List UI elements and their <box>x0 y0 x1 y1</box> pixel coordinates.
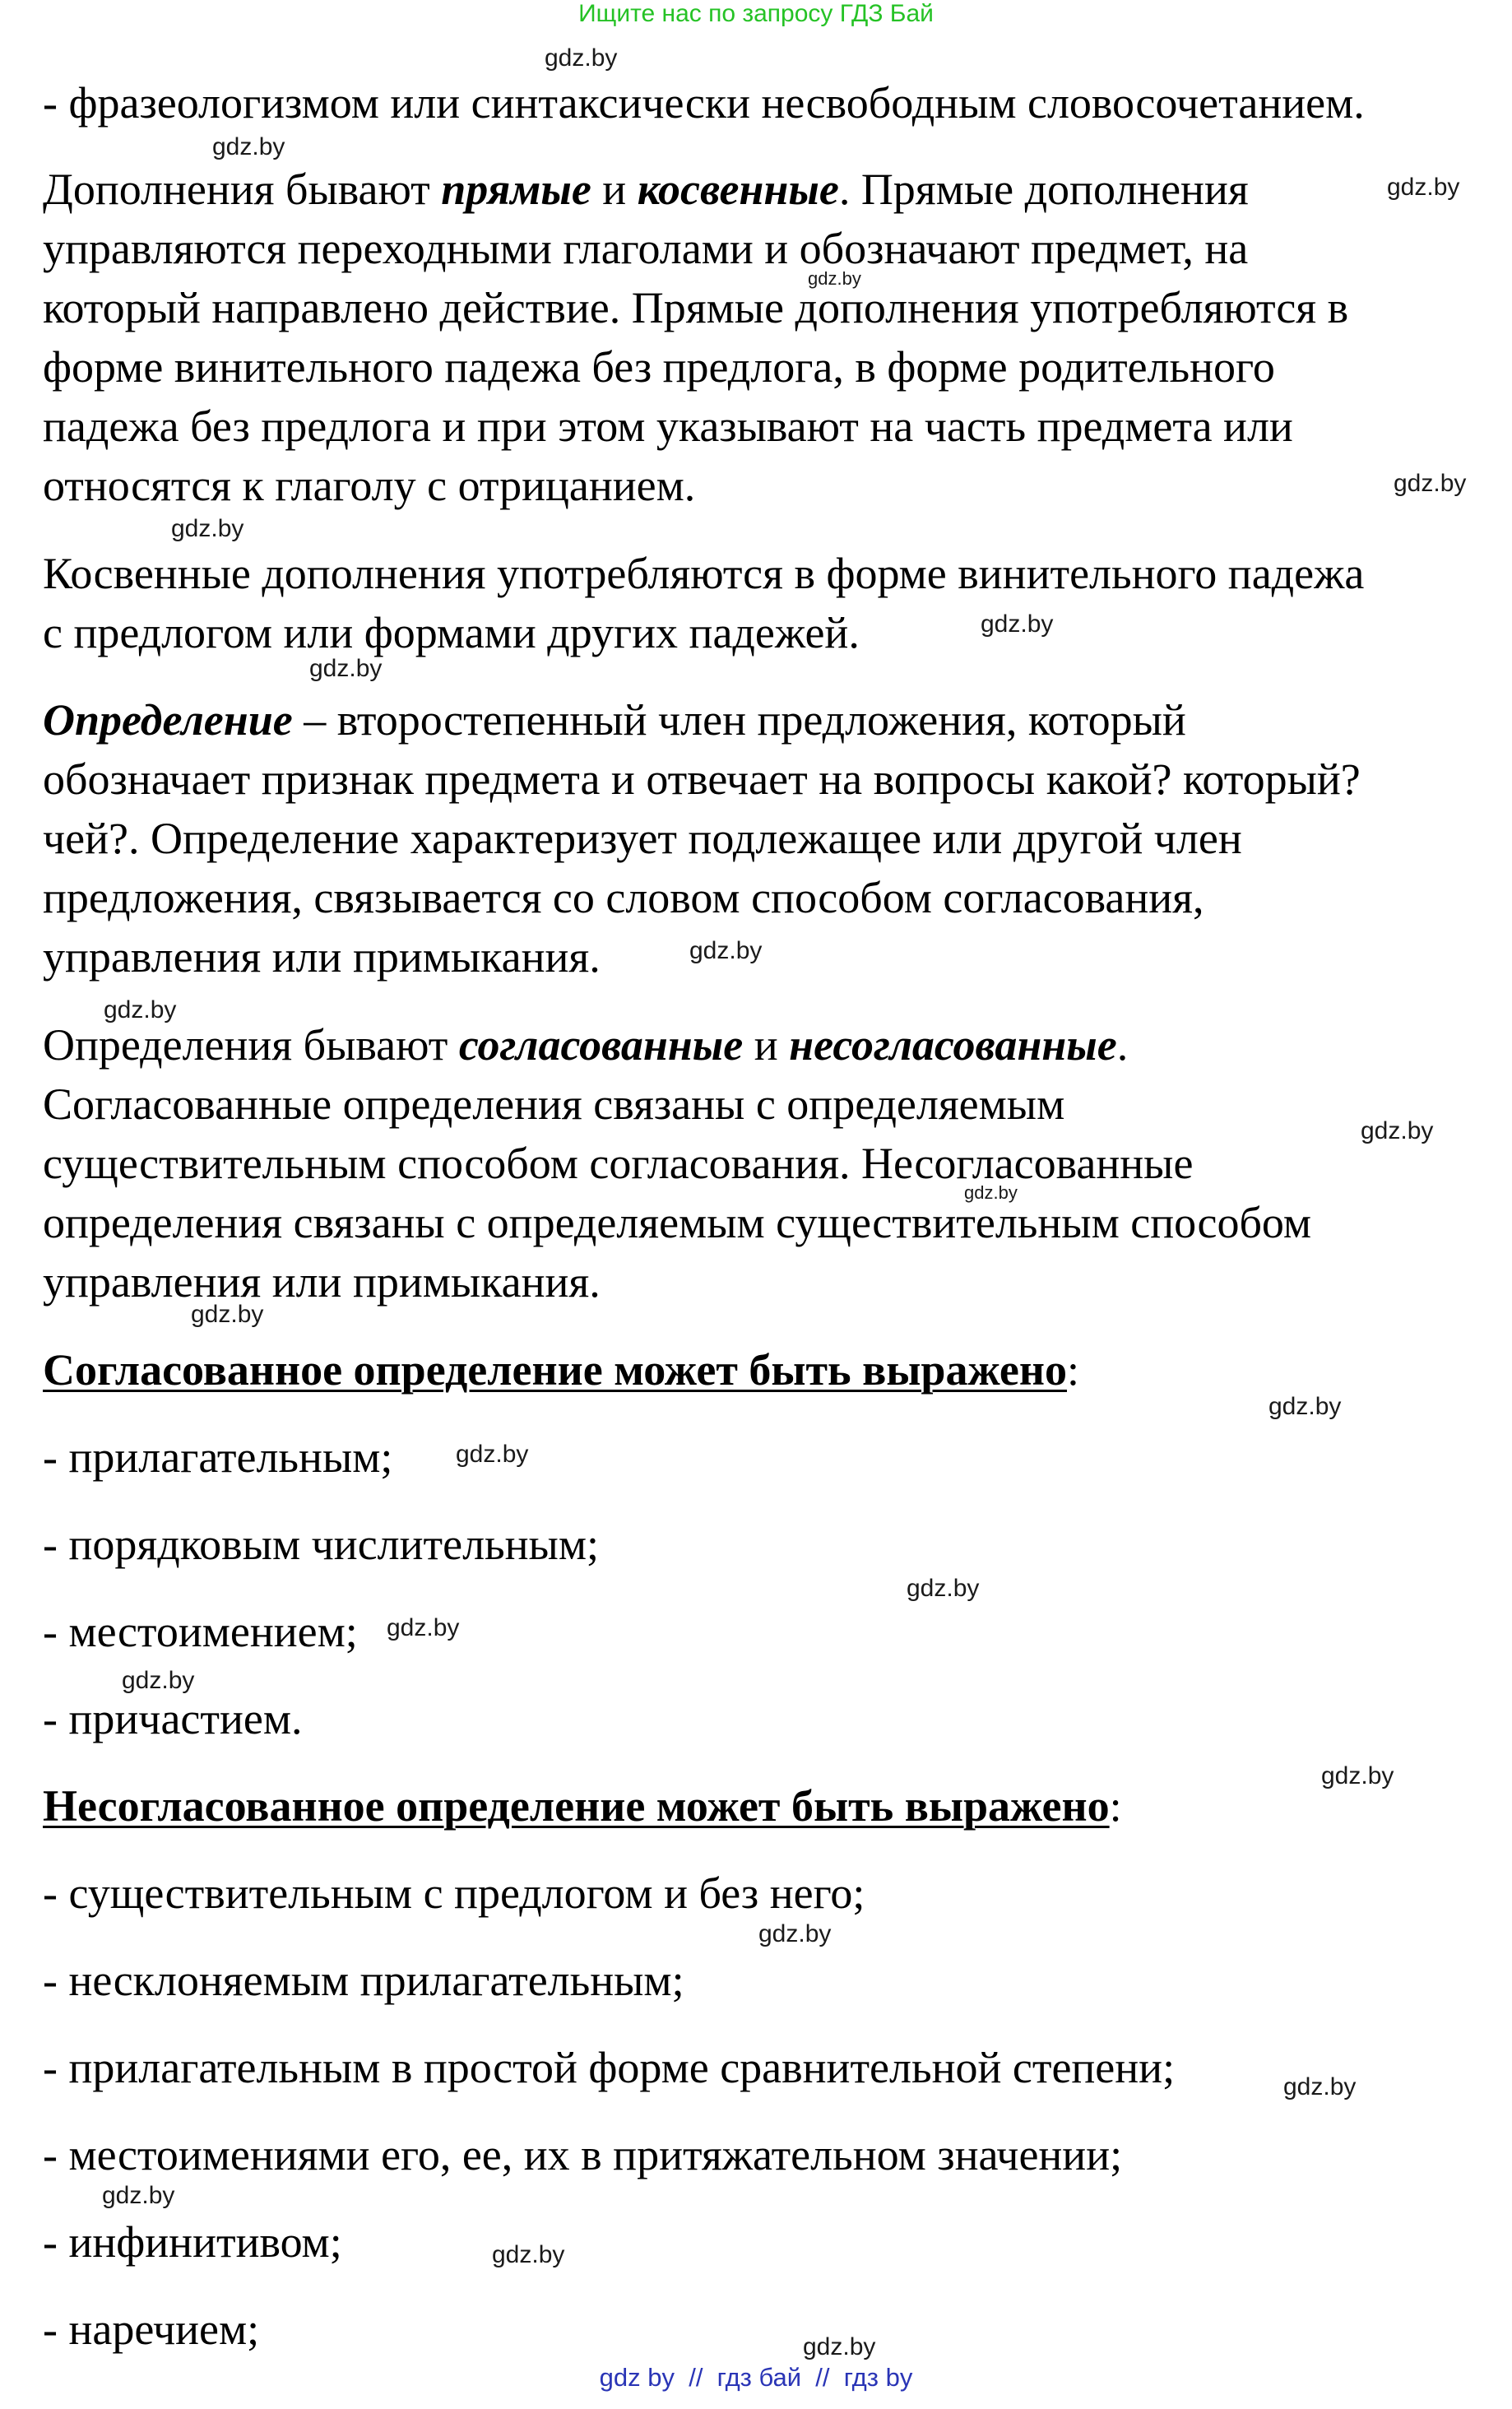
heading-text: Согласованное определение может быть выражено <box>43 1345 1067 1395</box>
watermark: gdz.by <box>104 996 177 1023</box>
search-banner[interactable]: Ищите нас по запросу ГДЗ Бай <box>578 0 934 27</box>
text-line: форме винительного падежа без предлога, в форме родительного <box>43 342 1275 392</box>
section-heading-agreed <box>43 1344 1079 1396</box>
text-line <box>43 1019 1128 1071</box>
watermark: gdz.by <box>689 937 763 964</box>
watermark: gdz.by <box>1321 1762 1394 1789</box>
text-line: существительным способом согласования. Несогласованные <box>43 1139 1194 1188</box>
list-item: - существительным с предлогом и без него; <box>43 1868 865 1918</box>
text-span: . <box>1116 1020 1129 1070</box>
text-line: чей?. Определение характеризует подлежащее или другой член <box>43 814 1242 863</box>
watermark: gdz.by <box>964 1182 1018 1203</box>
text-line: управления или примыкания. <box>43 932 601 982</box>
list-item: - порядковым числительным; <box>43 1520 600 1569</box>
text-line: предложения, связывается со словом способом согласования, <box>43 873 1204 922</box>
list-item: - прилагательным; <box>43 1432 393 1482</box>
watermark: gdz.by <box>102 2182 175 2209</box>
text-line: с предлогом или формами других падежей. <box>43 608 860 657</box>
text-line: определения связаны с определяемым существительным способом <box>43 1198 1312 1247</box>
term-nonagreed: несогласованные <box>789 1020 1117 1070</box>
watermark: gdz.by <box>981 610 1054 638</box>
text-line: управляются переходными глаголами и обозначают предмет, на <box>43 224 1249 273</box>
term-definition: Определение <box>43 695 293 745</box>
watermark: gdz.by <box>758 1920 832 1947</box>
watermark: gdz.by <box>387 1614 460 1641</box>
watermark: gdz.by <box>1361 1117 1434 1144</box>
list-item: - причастием. <box>43 1694 303 1743</box>
text-line <box>43 163 1249 216</box>
watermark: gdz.by <box>1269 1393 1342 1420</box>
list-item: - местоимением; <box>43 1607 358 1656</box>
text-line <box>43 694 1186 746</box>
text-span: и <box>743 1020 790 1070</box>
term-agreed: согласованные <box>458 1020 744 1070</box>
footer-links[interactable]: gdz by // гдз бай // гдз by <box>599 2363 913 2392</box>
text-span: Дополнения бывают <box>43 165 442 214</box>
watermark: gdz.by <box>122 1667 195 1694</box>
text-line: Согласованные определения связаны с определяемым <box>43 1079 1065 1129</box>
watermark: gdz.by <box>1283 2073 1357 2100</box>
section-heading-nonagreed <box>43 1780 1122 1832</box>
list-item: - несклоняемым прилагательным; <box>43 1956 684 2005</box>
watermark: gdz.by <box>212 133 285 160</box>
term-direct: прямые <box>441 165 591 214</box>
watermark: gdz.by <box>808 268 861 289</box>
term-indirect: косвенные <box>637 165 839 214</box>
text-line: - фразеологизмом или синтаксически несвободным словосочетанием. <box>43 78 1365 128</box>
watermark: gdz.by <box>907 1575 980 1602</box>
text-line: управления или примыкания. <box>43 1257 601 1307</box>
text-line: падежа без предлога и при этом указывают на часть предмета или <box>43 402 1293 451</box>
watermark: gdz.by <box>171 515 244 542</box>
text-span: Определения бывают <box>43 1020 459 1070</box>
list-item: - прилагательным в простой форме сравнительной степени; <box>43 2043 1176 2092</box>
text-span: и <box>591 165 638 214</box>
list-item: - инфинитивом; <box>43 2217 342 2267</box>
heading-colon: : <box>1109 1781 1122 1831</box>
watermark: gdz.by <box>492 2241 565 2268</box>
watermark: gdz.by <box>1394 470 1467 497</box>
text-line: Косвенные дополнения употребляются в форме винительного падежа <box>43 549 1365 598</box>
list-item: - наречием; <box>43 2305 260 2354</box>
text-line: обозначает признак предмета и отвечает на вопросы какой? который? <box>43 754 1361 804</box>
watermark: gdz.by <box>803 2333 876 2360</box>
text-span: – второстепенный член предложения, который <box>292 695 1186 745</box>
text-span: . Прямые дополнения <box>838 165 1249 214</box>
heading-colon: : <box>1066 1345 1079 1395</box>
heading-text: Несогласованное определение может быть выражено <box>43 1781 1110 1831</box>
watermark: gdz.by <box>191 1301 264 1328</box>
text-line: относятся к глаголу с отрицанием. <box>43 461 696 510</box>
watermark: gdz.by <box>456 1441 529 1468</box>
watermark: gdz.by <box>309 655 383 682</box>
list-item: - местоимениями его, ее, их в притяжательном значении; <box>43 2130 1123 2179</box>
watermark: gdz.by <box>1387 174 1460 201</box>
text-line: который направлено действие. Прямые дополнения употребляются в <box>43 283 1349 332</box>
watermark: gdz.by <box>545 44 618 72</box>
